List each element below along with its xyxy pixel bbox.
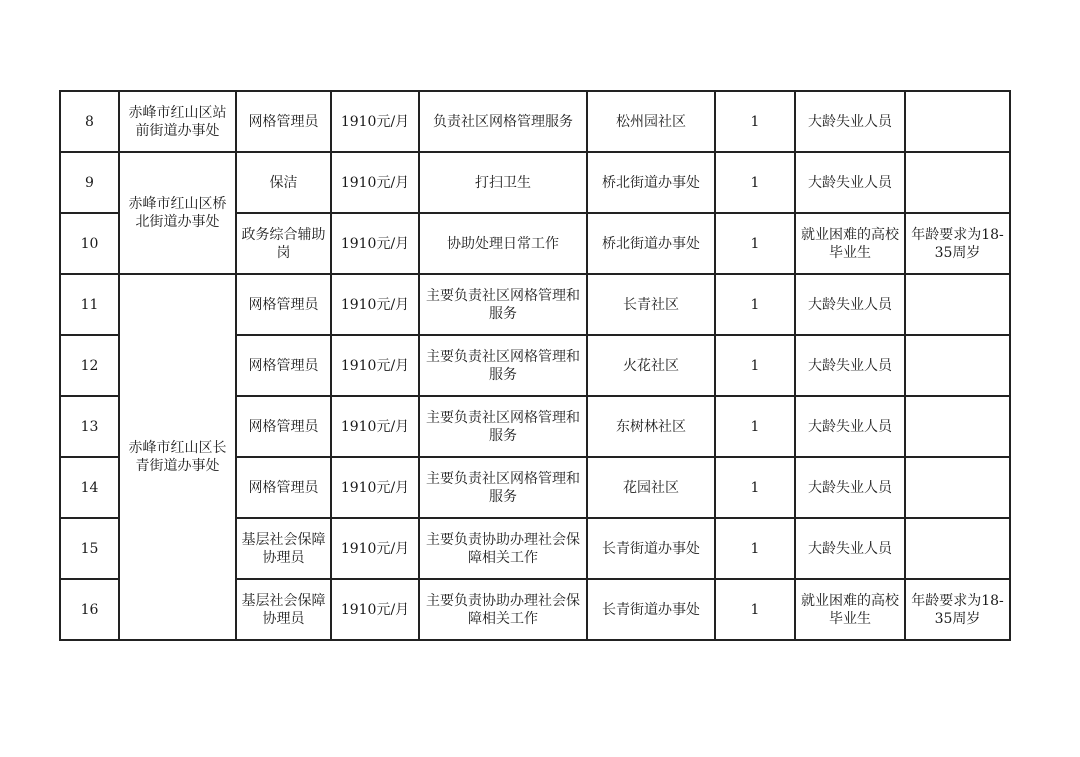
table-row: [60, 91, 1010, 152]
salary-cell: 1910元/月: [331, 91, 419, 152]
target-cell: 大龄失业人员: [795, 396, 905, 457]
row-number: 16: [60, 579, 119, 640]
note-cell: [905, 457, 1010, 518]
target-cell: 大龄失业人员: [795, 152, 905, 213]
target-cell: 大龄失业人员: [795, 91, 905, 152]
note-cell: [905, 152, 1010, 213]
unit-cell: 赤峰市红山区长青街道办事处: [119, 274, 236, 640]
salary-cell: 1910元/月: [331, 396, 419, 457]
duty-cell: 主要负责社区网格管理和服务: [419, 274, 587, 335]
row-number: 13: [60, 396, 119, 457]
row-number: 11: [60, 274, 119, 335]
row-number: 12: [60, 335, 119, 396]
target-cell: 大龄失业人员: [795, 335, 905, 396]
count-cell: 1: [715, 274, 795, 335]
location-cell: 桥北街道办事处: [587, 213, 715, 274]
salary-cell: 1910元/月: [331, 335, 419, 396]
location-cell: 桥北街道办事处: [587, 152, 715, 213]
target-cell: 大龄失业人员: [795, 457, 905, 518]
count-cell: 1: [715, 396, 795, 457]
position-cell: 基层社会保障协理员: [236, 579, 331, 640]
count-cell: 1: [715, 579, 795, 640]
row-number: 8: [60, 91, 119, 152]
location-cell: 火花社区: [587, 335, 715, 396]
position-cell: 网格管理员: [236, 335, 331, 396]
note-cell: [905, 335, 1010, 396]
count-cell: 1: [715, 152, 795, 213]
count-cell: 1: [715, 518, 795, 579]
table-row: [60, 274, 1010, 335]
row-number: 10: [60, 213, 119, 274]
duty-cell: 主要负责社区网格管理和服务: [419, 335, 587, 396]
note-cell: 年龄要求为18-35周岁: [905, 579, 1010, 640]
note-cell: [905, 518, 1010, 579]
duty-cell: 打扫卫生: [419, 152, 587, 213]
position-cell: 网格管理员: [236, 91, 331, 152]
target-cell: 就业困难的高校毕业生: [795, 213, 905, 274]
position-cell: 网格管理员: [236, 274, 331, 335]
location-cell: 长青街道办事处: [587, 518, 715, 579]
duty-cell: 主要负责协助办理社会保障相关工作: [419, 518, 587, 579]
position-cell: 政务综合辅助岗: [236, 213, 331, 274]
count-cell: 1: [715, 457, 795, 518]
unit-cell: 赤峰市红山区站前街道办事处: [119, 91, 236, 152]
location-cell: 松州园社区: [587, 91, 715, 152]
location-cell: 长青街道办事处: [587, 579, 715, 640]
duty-cell: 负责社区网格管理服务: [419, 91, 587, 152]
row-number: 14: [60, 457, 119, 518]
salary-cell: 1910元/月: [331, 457, 419, 518]
jobs-table: [59, 90, 1011, 641]
unit-cell: 赤峰市红山区桥北街道办事处: [119, 152, 236, 274]
position-cell: 网格管理员: [236, 396, 331, 457]
duty-cell: 主要负责协助办理社会保障相关工作: [419, 579, 587, 640]
count-cell: 1: [715, 335, 795, 396]
salary-cell: 1910元/月: [331, 274, 419, 335]
row-number: 9: [60, 152, 119, 213]
count-cell: 1: [715, 91, 795, 152]
location-cell: 东树林社区: [587, 396, 715, 457]
note-cell: 年龄要求为18-35周岁: [905, 213, 1010, 274]
salary-cell: 1910元/月: [331, 213, 419, 274]
note-cell: [905, 274, 1010, 335]
position-cell: 保洁: [236, 152, 331, 213]
salary-cell: 1910元/月: [331, 152, 419, 213]
count-cell: 1: [715, 213, 795, 274]
target-cell: 大龄失业人员: [795, 518, 905, 579]
location-cell: 花园社区: [587, 457, 715, 518]
duty-cell: 主要负责社区网格管理和服务: [419, 396, 587, 457]
location-cell: 长青社区: [587, 274, 715, 335]
duty-cell: 主要负责社区网格管理和服务: [419, 457, 587, 518]
note-cell: [905, 91, 1010, 152]
position-cell: 基层社会保障协理员: [236, 518, 331, 579]
table-row: [60, 152, 1010, 213]
target-cell: 大龄失业人员: [795, 274, 905, 335]
note-cell: [905, 396, 1010, 457]
target-cell: 就业困难的高校毕业生: [795, 579, 905, 640]
position-cell: 网格管理员: [236, 457, 331, 518]
duty-cell: 协助处理日常工作: [419, 213, 587, 274]
salary-cell: 1910元/月: [331, 579, 419, 640]
salary-cell: 1910元/月: [331, 518, 419, 579]
row-number: 15: [60, 518, 119, 579]
